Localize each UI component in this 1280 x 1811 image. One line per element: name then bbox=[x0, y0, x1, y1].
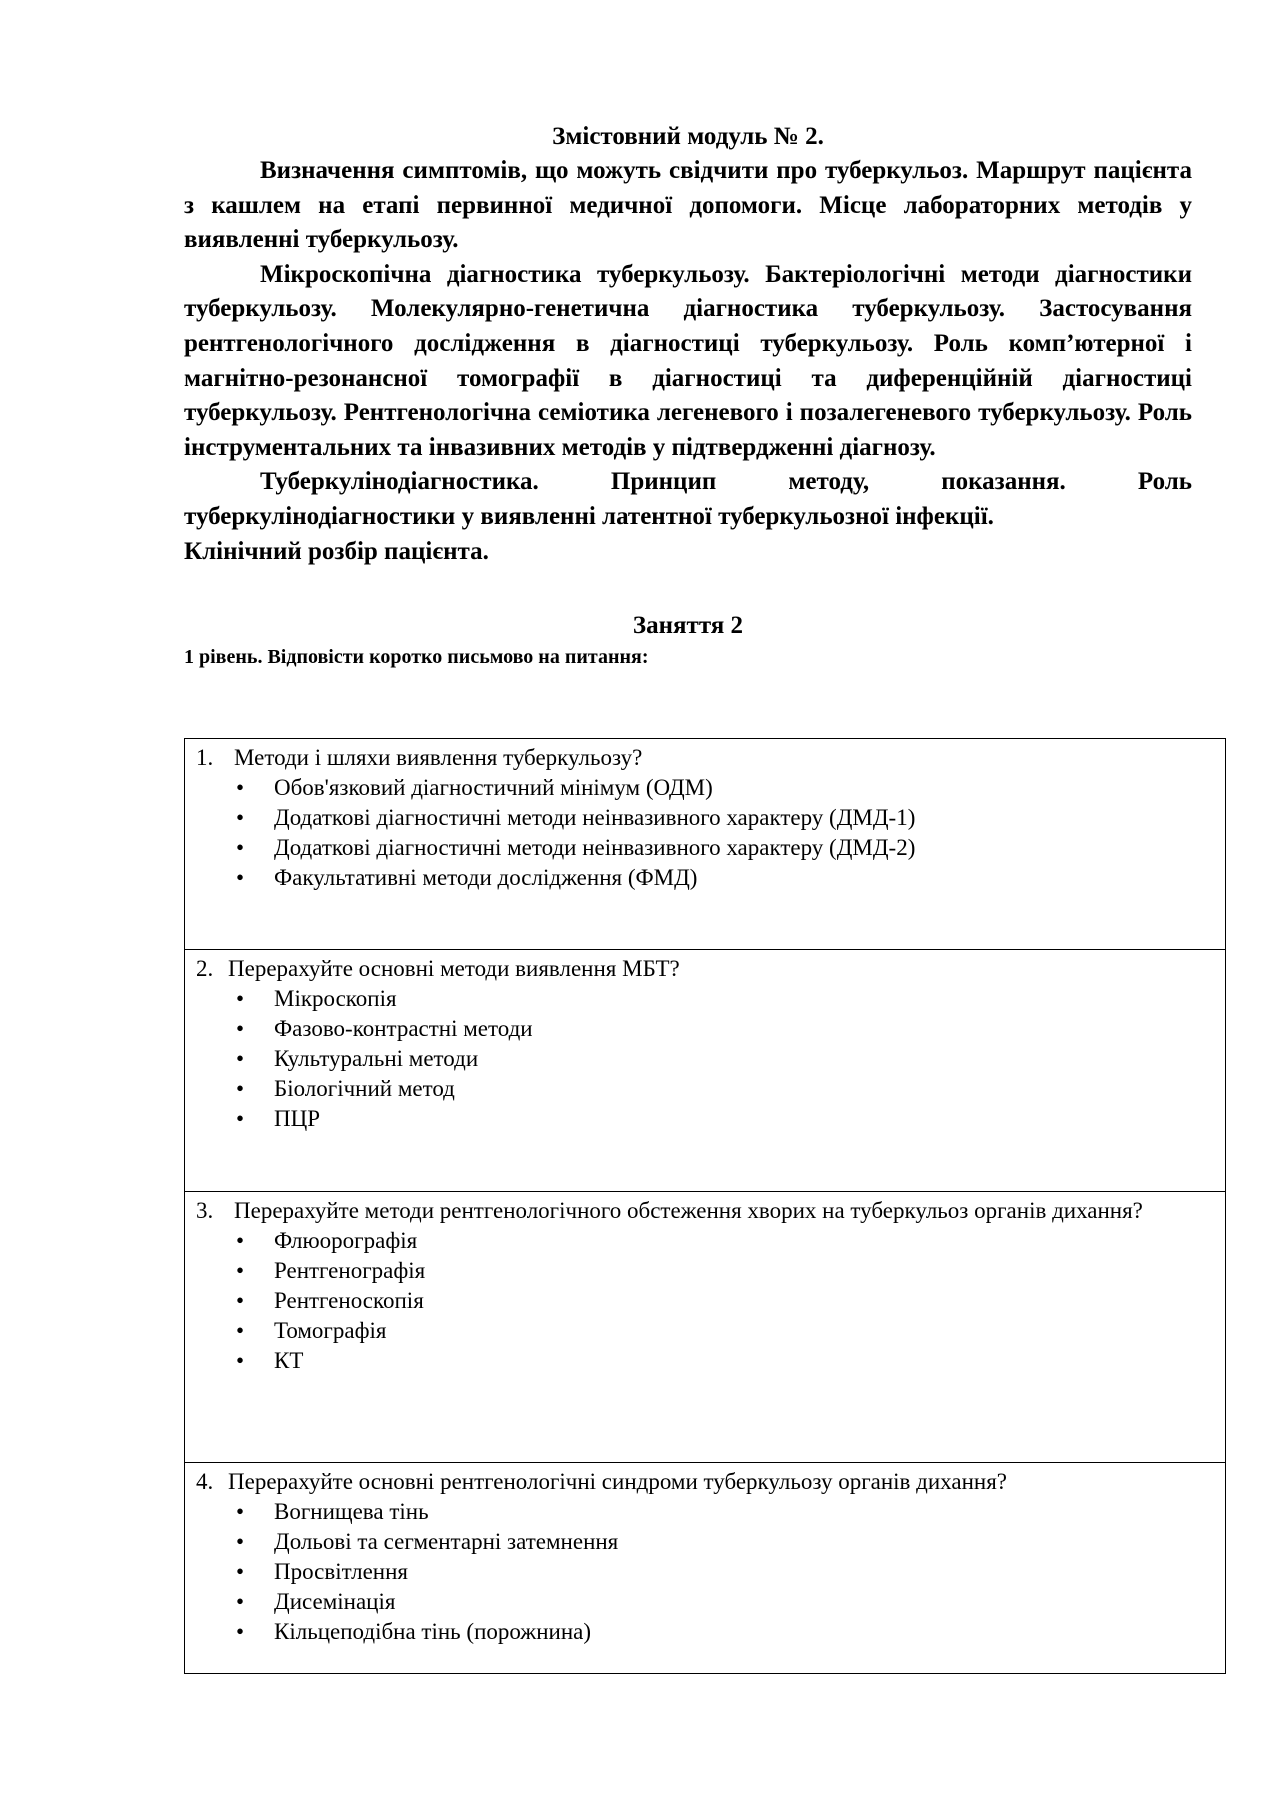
list-item bbox=[196, 803, 1213, 833]
list-item bbox=[196, 984, 1213, 1014]
answer-text: Дисемінація bbox=[274, 1589, 396, 1614]
answer-text: ПЦР bbox=[274, 1106, 321, 1131]
level-instruction: 1 рівень. Відповісти коротко письмово на питання: bbox=[184, 646, 649, 669]
lesson-title: Заняття 2 bbox=[632, 612, 744, 640]
bullet-icon: • bbox=[236, 1228, 245, 1253]
answer-text: Факультативні методи дослідження (ФМД) bbox=[274, 865, 698, 890]
list-item bbox=[196, 1044, 1213, 1074]
list-item bbox=[196, 833, 1213, 863]
bullet-icon: • bbox=[236, 1589, 245, 1614]
list-item bbox=[196, 1014, 1213, 1044]
answer-text: Обов'язковий діагностичний мінімум (ОДМ) bbox=[274, 775, 713, 800]
list-item bbox=[196, 1286, 1213, 1316]
answer-text: Кільцеподібна тінь (порожнина) bbox=[274, 1619, 591, 1644]
answer-text: Томографія bbox=[274, 1318, 387, 1343]
bullet-icon: • bbox=[236, 1348, 245, 1373]
list-item bbox=[196, 1527, 1213, 1557]
module-title: Змістовний модуль № 2. bbox=[552, 123, 824, 150]
list-item bbox=[196, 1316, 1213, 1346]
question-2-answers bbox=[196, 984, 1213, 1134]
bullet-icon: • bbox=[236, 1258, 245, 1283]
bullet-icon: • bbox=[236, 1619, 245, 1644]
answer-text: Рентгеноскопія bbox=[274, 1288, 424, 1313]
bullet-icon: • bbox=[236, 775, 245, 800]
bullet-icon: • bbox=[236, 1288, 245, 1313]
question-row-3 bbox=[185, 1192, 1226, 1463]
list-item bbox=[196, 1497, 1213, 1527]
bullet-icon: • bbox=[236, 1016, 245, 1041]
answer-text: Біологічний метод bbox=[274, 1076, 455, 1101]
list-item bbox=[196, 1587, 1213, 1617]
list-item bbox=[196, 1557, 1213, 1587]
bullet-icon: • bbox=[236, 1076, 245, 1101]
list-item bbox=[196, 773, 1213, 803]
question-4-number: 4. bbox=[196, 1469, 214, 1494]
answer-text: Додаткові діагностичні методи неінвазивного характеру (ДМД-2) bbox=[274, 835, 916, 860]
module-paragraph-3: Туберкулінодіагностика. Принцип методу, показання. Роль туберкулінодіагностики у виявленні латентної туберкульозної інфекції. bbox=[184, 468, 1192, 530]
question-1-answers bbox=[196, 773, 1213, 893]
question-cell-1 bbox=[185, 739, 1226, 950]
list-item bbox=[196, 1346, 1213, 1376]
question-4-text bbox=[196, 1467, 1213, 1497]
question-2-number: 2. bbox=[196, 956, 214, 981]
answer-text: Додаткові діагностичні методи неінвазивного характеру (ДМД-1) bbox=[274, 805, 916, 830]
list-item bbox=[196, 1256, 1213, 1286]
question-row-2 bbox=[185, 950, 1226, 1192]
answer-text: Мікроскопія bbox=[274, 986, 397, 1011]
bullet-icon: • bbox=[236, 1559, 245, 1584]
module-paragraph-1: Визначення симптомів, що можуть свідчити про туберкульоз. Маршрут пацієнта з кашлем на етапі первинної медичної допомоги. Місце лабораторних методів у виявленні туберкульозу. bbox=[184, 157, 1192, 254]
question-3-answers bbox=[196, 1226, 1213, 1376]
list-item bbox=[196, 1104, 1213, 1134]
bullet-icon: • bbox=[236, 835, 245, 860]
answer-text: Фазово-контрастні методи bbox=[274, 1016, 533, 1041]
bullet-icon: • bbox=[236, 805, 245, 830]
question-2-text bbox=[196, 954, 1213, 984]
question-4-answers bbox=[196, 1497, 1213, 1647]
module-paragraph-4: Клінічний розбір пацієнта. bbox=[184, 537, 489, 565]
answer-text: Дольові та сегментарні затемнення bbox=[274, 1529, 619, 1554]
question-row-1 bbox=[185, 739, 1226, 950]
answer-text: КТ bbox=[274, 1348, 304, 1373]
question-cell-4 bbox=[185, 1463, 1226, 1674]
question-3-text bbox=[196, 1196, 1213, 1226]
answer-text: Культуральні методи bbox=[274, 1046, 479, 1071]
question-1-text bbox=[196, 743, 1213, 773]
document-page bbox=[184, 120, 1192, 671]
bullet-icon: • bbox=[236, 1318, 245, 1343]
list-item bbox=[196, 863, 1213, 893]
question-3-number: 3. bbox=[196, 1198, 214, 1223]
questions-table bbox=[184, 738, 1226, 1674]
question-1-number: 1. bbox=[196, 745, 214, 770]
question-row-4 bbox=[185, 1463, 1226, 1674]
list-item bbox=[196, 1074, 1213, 1104]
list-item bbox=[196, 1617, 1213, 1647]
bullet-icon: • bbox=[236, 1499, 245, 1524]
question-3-label: Перерахуйте методи рентгенологічного обстеження хворих на туберкульоз органів дихання? bbox=[234, 1198, 1143, 1223]
answer-text: Флюорографія bbox=[274, 1228, 418, 1253]
bullet-icon: • bbox=[236, 1106, 245, 1131]
bullet-icon: • bbox=[236, 986, 245, 1011]
question-2-label: Перерахуйте основні методи виявлення МБТ? bbox=[228, 956, 680, 981]
question-1-label: Методи і шляхи виявлення туберкульозу? bbox=[234, 745, 643, 770]
question-4-label: Перерахуйте основні рентгенологічні синдроми туберкульозу органів дихання? bbox=[228, 1469, 1007, 1494]
bullet-icon: • bbox=[236, 865, 245, 890]
module-paragraph-2: Мікроскопічна діагностика туберкульозу. Бактеріологічні методи діагностики туберкульозу. Молекулярно-генетична діагностика туберкульозу. Застосування рентгенологічного дослідження в діагностиці туберкульозу. Роль комп’ютерної і магнітно-резонансної томографії в діагностиці та диференційній діагностиці туберкульозу. Рентгенологічна семіотика легеневого і позалегеневого туберкульозу. Роль інструментальних та інвазивних методів у підтвердженні діагнозу. bbox=[184, 260, 1192, 461]
bullet-icon: • bbox=[236, 1529, 245, 1554]
answer-text: Вогнищева тінь bbox=[274, 1499, 429, 1524]
answer-text: Просвітлення bbox=[274, 1559, 409, 1584]
bullet-icon: • bbox=[236, 1046, 245, 1071]
answer-text: Рентгенографія bbox=[274, 1258, 426, 1283]
question-cell-3 bbox=[185, 1192, 1226, 1463]
list-item bbox=[196, 1226, 1213, 1256]
question-cell-2 bbox=[185, 950, 1226, 1192]
